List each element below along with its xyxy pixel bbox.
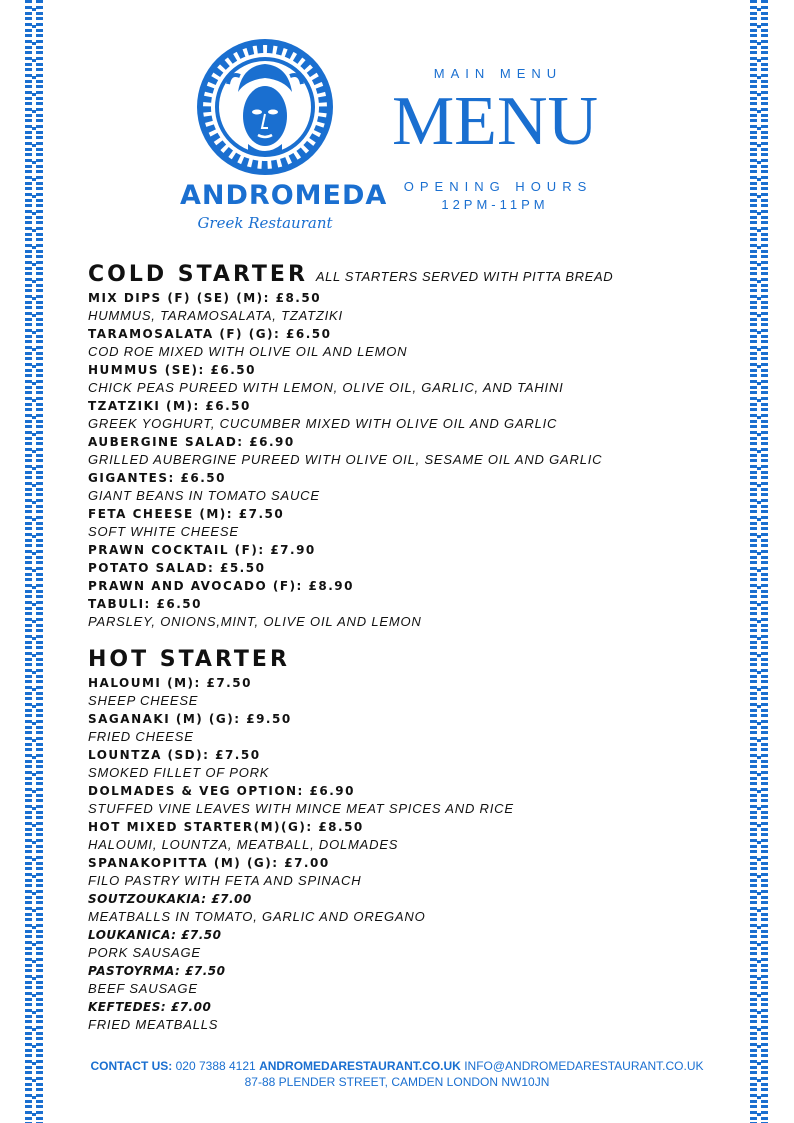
menu-item xyxy=(88,325,728,361)
dish-name: SPANAKOPITTA (M) (G): £7.00 xyxy=(88,856,330,870)
menu-item xyxy=(88,926,728,962)
menu-item xyxy=(88,998,728,1034)
menu-item xyxy=(88,559,728,577)
dish-description: HALOUMI, LOUNTZA, MEATBALL, DOLMADES xyxy=(88,837,399,852)
dish-name: SOUTZOUKAKIA: £7.00 xyxy=(88,892,252,906)
menu-item xyxy=(88,854,728,890)
website-link[interactable]: ANDROMEDARESTAURANT.CO.UK xyxy=(259,1059,461,1073)
dish-description: BEEF SAUSAGE xyxy=(88,981,198,996)
dish-description: GRILLED AUBERGINE PUREED WITH OLIVE OIL, SESAME OIL AND GARLIC xyxy=(88,452,603,467)
phone-number[interactable]: 020 7388 4121 xyxy=(175,1059,256,1073)
dish-description: GREEK YOGHURT, CUCUMBER MIXED WITH OLIVE OIL AND GARLIC xyxy=(88,416,558,431)
dish-description: FILO PASTRY WITH FETA AND SPINACH xyxy=(88,873,362,888)
dish-description: SOFT WHITE CHEESE xyxy=(88,524,239,539)
dish-description: STUFFED VINE LEAVES WITH MINCE MEAT SPICES AND RICE xyxy=(88,801,514,816)
menu-item xyxy=(88,595,728,631)
dish-description: FRIED MEATBALLS xyxy=(88,1017,219,1032)
dish-description: FRIED CHEESE xyxy=(88,729,194,744)
logo-name: ANDROMEDA xyxy=(180,180,388,211)
menu-content xyxy=(88,262,728,1034)
dish-name: PRAWN COCKTAIL (F): £7.90 xyxy=(88,543,316,557)
dish-name: DOLMADES & VEG OPTION: £6.90 xyxy=(88,784,355,798)
menu-item xyxy=(88,541,728,559)
section-note: ALL STARTERS SERVED WITH PITTA BREAD xyxy=(315,269,614,284)
dish-name: MIX DIPS (F) (SE) (M): £8.50 xyxy=(88,291,322,305)
menu-item xyxy=(88,505,728,541)
section-title: HOT STARTER xyxy=(88,647,290,672)
dish-name: TABULI: £6.50 xyxy=(88,597,202,611)
greek-key-border-right xyxy=(750,0,768,1123)
menu-item xyxy=(88,577,728,595)
greek-key-border-left xyxy=(25,0,43,1123)
menu-item xyxy=(88,782,728,818)
dish-description: PORK SAUSAGE xyxy=(88,945,201,960)
menu-item xyxy=(88,746,728,782)
dish-name: GIGANTES: £6.50 xyxy=(88,471,226,485)
menu-item xyxy=(88,710,728,746)
hot-starter-section xyxy=(88,647,728,1034)
opening-hours-label: OPENING HOURS xyxy=(403,179,593,194)
dish-name: FETA CHEESE (M): £7.50 xyxy=(88,507,285,521)
dish-name: AUBERGINE SALAD: £6.90 xyxy=(88,435,295,449)
dish-name: SAGANAKI (M) (G): £9.50 xyxy=(88,712,292,726)
footer xyxy=(60,1058,734,1090)
menu-item xyxy=(88,361,728,397)
menu-item xyxy=(88,469,728,505)
dish-description: SHEEP CHEESE xyxy=(88,693,199,708)
menu-item xyxy=(88,289,728,325)
email-link[interactable]: INFO@ANDROMEDARESTAURANT.CO.UK xyxy=(464,1059,704,1073)
dish-description: HUMMUS, TARAMOSALATA, TZATZIKI xyxy=(88,308,343,323)
menu-title: MENU xyxy=(391,83,599,160)
cold-starter-section xyxy=(88,262,728,631)
menu-item xyxy=(88,433,728,469)
menu-item xyxy=(88,962,728,998)
medallion-icon xyxy=(180,36,350,178)
menu-header xyxy=(380,66,610,212)
restaurant-logo xyxy=(180,36,388,246)
section-title: COLD STARTER xyxy=(88,262,308,287)
dish-name: LOUKANICA: £7.50 xyxy=(88,928,222,942)
menu-item xyxy=(88,818,728,854)
dish-name: LOUNTZA (SD): £7.50 xyxy=(88,748,261,762)
menu-item xyxy=(88,890,728,926)
dish-name: PRAWN AND AVOCADO (F): £8.90 xyxy=(88,579,354,593)
logo-subtitle: Greek Restaurant xyxy=(197,214,333,232)
dish-name: HOT MIXED STARTER(M)(G): £8.50 xyxy=(88,820,364,834)
dish-name: PASTOYRMA: £7.50 xyxy=(88,964,226,978)
contact-label: CONTACT US: xyxy=(90,1059,173,1073)
dish-description: PARSLEY, ONIONS,MINT, OLIVE OIL AND LEMON xyxy=(88,614,422,629)
dish-name: TZATZIKI (M): £6.50 xyxy=(88,399,251,413)
dish-description: COD ROE MIXED WITH OLIVE OIL AND LEMON xyxy=(88,344,408,359)
dish-name: HALOUMI (M): £7.50 xyxy=(88,676,252,690)
dish-description: SMOKED FILLET OF PORK xyxy=(88,765,270,780)
menu-item xyxy=(88,674,728,710)
dish-description: MEATBALLS IN TOMATO, GARLIC AND OREGANO xyxy=(88,909,426,924)
dish-name: TARAMOSALATA (F) (G): £6.50 xyxy=(88,327,332,341)
dish-description: GIANT BEANS IN TOMATO SAUCE xyxy=(88,488,320,503)
dish-name: HUMMUS (SE): £6.50 xyxy=(88,363,256,377)
dish-name: KEFTEDES: £7.00 xyxy=(88,1000,212,1014)
main-menu-label: MAIN MENU xyxy=(433,66,563,81)
address: 87-88 PLENDER STREET, CAMDEN LONDON NW10JN xyxy=(244,1075,550,1089)
opening-hours-value: 12PM-11PM xyxy=(441,197,549,212)
hot-starter-list xyxy=(88,674,728,1034)
dish-description: CHICK PEAS PUREED WITH LEMON, OLIVE OIL, GARLIC, AND TAHINI xyxy=(88,380,564,395)
dish-name: POTATO SALAD: £5.50 xyxy=(88,561,266,575)
menu-item xyxy=(88,397,728,433)
cold-starter-list xyxy=(88,289,728,631)
